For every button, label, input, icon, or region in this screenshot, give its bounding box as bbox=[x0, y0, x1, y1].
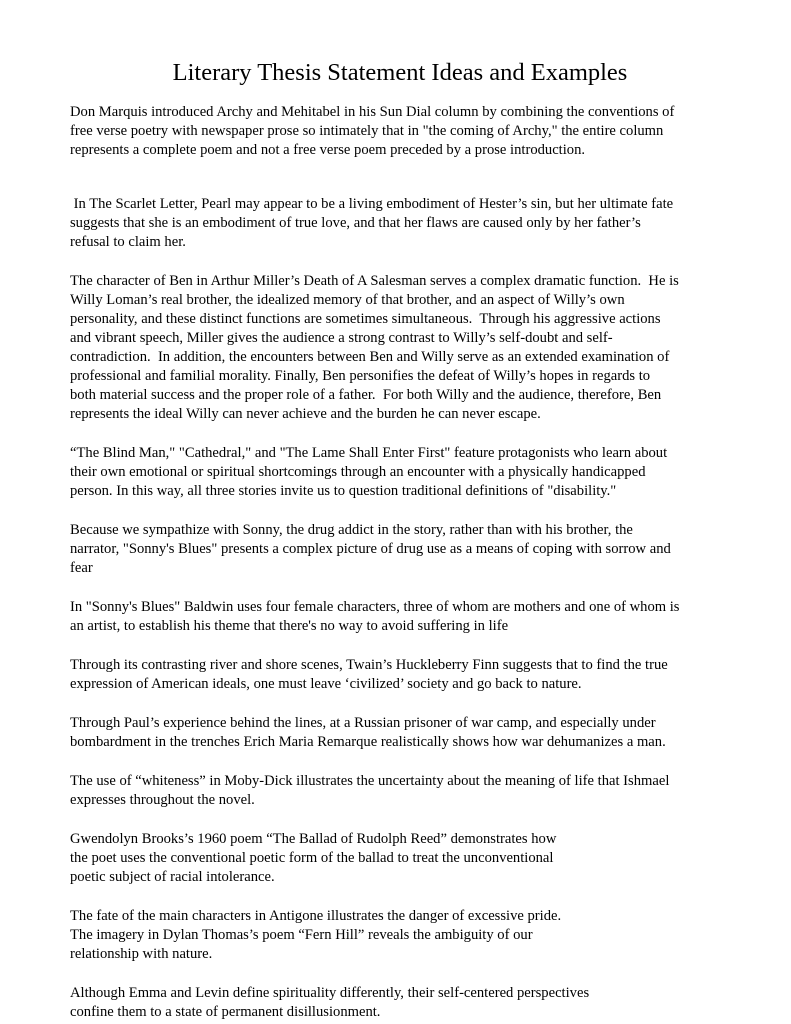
text-line: contradiction. In addition, the encounters between Ben and Willy serve as an extended examination of bbox=[70, 349, 670, 365]
text-line: The use of “whiteness” in Moby-Dick illustrates the uncertainty about the meaning of life that Ishmael bbox=[70, 773, 670, 789]
text-line: Through Paul’s experience behind the lines, at a Russian prisoner of war camp, and especially under bbox=[70, 715, 656, 731]
text-line: an artist, to establish his theme that there's no way to avoid suffering in life bbox=[70, 618, 509, 634]
text-line: both material success and the proper role of a father. For both Willy and the audience, therefore, Ben bbox=[70, 387, 662, 403]
paragraph-sonnys-blues-baldwin bbox=[70, 598, 730, 636]
text-line: fear bbox=[70, 560, 93, 576]
paragraph-death-of-a-salesman bbox=[70, 272, 730, 424]
paragraph-sonnys-blues-narrator bbox=[70, 521, 730, 578]
text-line: poetic subject of racial intolerance. bbox=[70, 869, 275, 885]
text-line: and vibrant speech, Miller gives the audience a strong contrast to Willy’s self-doubt and self- bbox=[70, 330, 613, 346]
text-line: expresses throughout the novel. bbox=[70, 792, 255, 808]
paragraph-huckleberry-finn bbox=[70, 656, 730, 694]
text-line: person. In this way, all three stories invite us to question traditional definitions of "disability." bbox=[70, 483, 617, 499]
text-line: expression of American ideals, one must leave ‘civilized’ society and go back to nature. bbox=[70, 676, 582, 692]
text-line: narrator, "Sonny's Blues" presents a complex picture of drug use as a means of coping with sorrow and bbox=[70, 541, 671, 557]
text-line: professional and familial morality. Finally, Ben personifies the defeat of Willy’s hopes in regards to bbox=[70, 368, 651, 384]
text-line: personality, and these distinct functions are sometimes simultaneous. Through his aggressive actions bbox=[70, 311, 661, 327]
text-line: Gwendolyn Brooks’s 1960 poem “The Ballad of Rudolph Reed” demonstrates how bbox=[70, 831, 557, 847]
text-line: suggests that she is an embodiment of true love, and that her flaws are caused only by her father’s bbox=[70, 215, 641, 231]
paragraph-blind-man bbox=[70, 444, 730, 501]
text-line: confine them to a state of permanent disillusionment. bbox=[70, 1004, 381, 1020]
text-line: bombardment in the trenches Erich Maria Remarque realistically shows how war dehumanizes a man. bbox=[70, 734, 666, 750]
text-line: The imagery in Dylan Thomas’s poem “Fern Hill” reveals the ambiguity of our bbox=[70, 927, 533, 943]
text-line: free verse poetry with newspaper prose so intimately that in "the coming of Archy," the entire column bbox=[70, 123, 664, 139]
text-line: Willy Loman’s real brother, the idealized memory of that brother, and an aspect of Willy’s own bbox=[70, 292, 625, 308]
paragraph-emma-levin bbox=[70, 984, 730, 1022]
text-line: In "Sonny's Blues" Baldwin uses four female characters, three of whom are mothers and one of whom is bbox=[70, 599, 680, 615]
paragraph-remarque bbox=[70, 714, 730, 752]
text-line: The fate of the main characters in Antigone illustrates the danger of excessive pride. bbox=[70, 908, 562, 924]
paragraph-scarlet-letter bbox=[70, 195, 730, 252]
text-line: the poet uses the conventional poetic form of the ballad to treat the unconventional bbox=[70, 850, 554, 866]
document-title: Literary Thesis Statement Ideas and Examples bbox=[172, 59, 628, 86]
paragraph-antigone-fern-hill bbox=[70, 907, 730, 964]
text-line: Through its contrasting river and shore scenes, Twain’s Huckleberry Finn suggests that to find the true bbox=[70, 657, 668, 673]
text-line: relationship with nature. bbox=[70, 946, 213, 962]
text-line: Although Emma and Levin define spirituality differently, their self-centered perspectives bbox=[70, 985, 590, 1001]
text-line: represents a complete poem and not a free verse poem preceded by a prose introduction. bbox=[70, 142, 586, 158]
text-line: Don Marquis introduced Archy and Mehitabel in his Sun Dial column by combining the conventions of bbox=[70, 104, 675, 120]
document-page bbox=[70, 58, 730, 1022]
text-line: refusal to claim her. bbox=[70, 234, 186, 250]
text-line: “The Blind Man," "Cathedral," and "The Lame Shall Enter First" feature protagonists who learn about bbox=[70, 445, 668, 461]
text-line: The character of Ben in Arthur Miller’s Death of A Salesman serves a complex dramatic function. He is bbox=[70, 273, 679, 289]
paragraph-marquis bbox=[70, 103, 730, 160]
text-line: Because we sympathize with Sonny, the drug addict in the story, rather than with his brother, the bbox=[70, 522, 633, 538]
text-line: In The Scarlet Letter, Pearl may appear to be a living embodiment of Hester’s sin, but her ultimate fate bbox=[70, 196, 674, 212]
text-line: represents the ideal Willy can never achieve and the burden he can never escape. bbox=[70, 406, 541, 422]
paragraph-moby-dick bbox=[70, 772, 730, 810]
paragraph-rudolph-reed bbox=[70, 830, 730, 887]
text-line: their own emotional or spiritual shortcomings through an encounter with a physically handicapped bbox=[70, 464, 646, 480]
